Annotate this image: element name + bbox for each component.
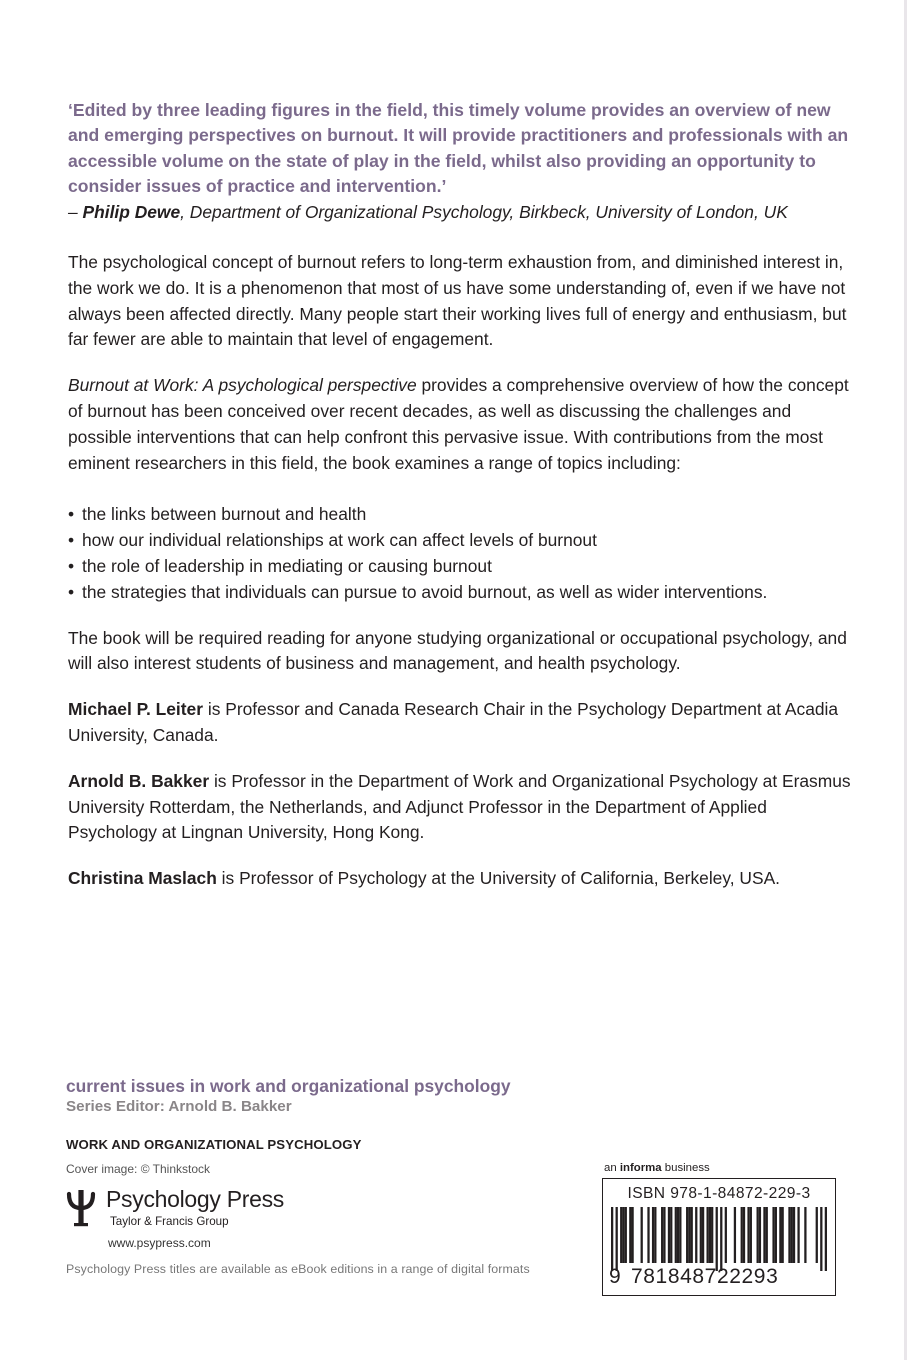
barcode-bar [668,1207,670,1263]
topics-list [68,502,858,605]
barcode-guard-bar [616,1207,618,1271]
description-paragraph-2-text: provides a comprehensive overview of how the concept of burnout has been conceived over recent decades, as well as discussing the challenges and possible interventions that can help confront this pervasive issue. With contributions from the most eminent researchers in this field, the book examines a range of topics including: [68,375,849,473]
cover-image-credit: Cover image: © Thinkstock [66,1162,211,1176]
bullet-icon: • [68,556,75,576]
barcode-guard-bar [611,1207,613,1271]
barcode-bar [816,1207,818,1263]
barcode-bar [629,1207,631,1263]
barcode-digits [609,1265,833,1289]
barcode-bar [797,1207,799,1263]
editor-bio [68,697,858,749]
barcode-bar [654,1207,656,1263]
bullet-icon: • [68,504,75,525]
isbn-barcode [602,1178,836,1296]
barcode-guard-bar [716,1207,718,1271]
barcode-bar [757,1207,759,1263]
barcode-bar [711,1207,713,1263]
description-paragraph-3: The book will be required reading for anyone studying organizational or occupational psychology, and will also interest students of business and management, and health psychology. [68,627,847,674]
barcode-lead-digit: 9 [609,1265,622,1288]
endorser-affiliation: , Department of Organizational Psychology, Birkbeck, University of London, UK [180,201,788,222]
informa-tagline [604,1162,710,1174]
editor-bio-text: is Professor and Canada Research Chair in the Psychology Department at Acadia University, Canada. [68,699,839,745]
barcode-bar [763,1207,765,1263]
barcode-bar [620,1207,622,1263]
barcode-bar [647,1207,649,1263]
list-item [68,580,858,606]
barcode-bar [625,1207,627,1263]
editor-bio [68,769,858,846]
barcode-bar [791,1207,793,1263]
barcode-bar [677,1207,679,1263]
isbn-label: ISBN 978-1-84872-229-3 [627,1185,811,1202]
barcode-bar [734,1207,736,1263]
series-block [66,1075,511,1117]
editor-bio [68,866,858,892]
list-item-text: the strategies that individuals can pursue to avoid burnout, as well as wider interventions. [82,581,768,602]
barcode-bar [725,1207,727,1263]
barcode-bar [766,1207,768,1263]
barcode-bar [772,1207,774,1263]
editor-name: Christina Maslach [68,868,217,889]
informa-suffix: business [661,1162,710,1174]
barcode-bar [700,1207,702,1263]
barcode-bar [741,1207,743,1263]
bullet-icon: • [68,530,75,551]
barcode-guard-bar [720,1207,722,1271]
endorsement-attribution [68,200,858,225]
psi-logo-icon [66,1188,96,1228]
description-paragraph-1: The psychological concept of burnout refers to long-term exhaustion from, and diminished interest in, the work we do. It is a phenomenon that most of us have some understanding of, even if we have not always been affected directly. Many people start their working lives full of energy and enthusiasm, but far fewer are able to maintain that level of engagement. [68,252,847,350]
publisher-name: Psychology Press [106,1186,284,1212]
barcode-bar [743,1207,745,1263]
barcode-bar [779,1207,781,1263]
series-title: current issues in work and organizational psychology [66,1076,511,1096]
barcode-bar [695,1207,697,1263]
barcode-bar [782,1207,784,1263]
barcode-bar [688,1207,690,1263]
barcode-bar [622,1207,624,1263]
publisher-website: www.psypress.com [108,1236,211,1250]
barcode-number: 781848722293 [631,1265,779,1288]
list-item [68,502,858,528]
barcode-bar [702,1207,704,1263]
ebook-note: Psychology Press titles are available as eBook editions in a range of digital formats [66,1262,530,1276]
list-item-text: how our individual relationships at work can affect levels of burnout [82,530,597,551]
editor-bio-text: is Professor of Psychology at the University of California, Berkeley, USA. [216,868,781,889]
list-item [68,554,858,580]
barcode-bar [670,1207,672,1263]
book-title: Burnout at Work: A psychological perspective [68,375,417,396]
barcode-bar [759,1207,761,1263]
series-editor: Series Editor: Arnold B. Bakker [66,1098,292,1115]
barcode-bar [631,1207,633,1263]
informa-brand: informa [619,1162,662,1174]
barcode-bar [691,1207,693,1263]
barcode-bar [747,1207,749,1263]
barcode-bar [652,1207,654,1263]
list-item-text: the links between burnout and health [82,504,367,525]
list-item [68,528,858,554]
barcode-bar [679,1207,681,1263]
description-paragraph-2 [68,373,858,476]
bullet-icon: • [68,581,75,602]
barcode-bar [804,1207,806,1263]
subject-category: WORK AND ORGANIZATIONAL PSYCHOLOGY [66,1137,362,1152]
barcode-bar [706,1207,708,1263]
publisher-group: Taylor & Francis Group [110,1215,229,1228]
back-cover-text [68,98,858,892]
editor-name: Arnold B. Bakker [68,770,210,791]
barcode-bar [675,1207,677,1263]
editor-bio-text: is Professor in the Department of Work and Organizational Psychology at Erasmus University Rotterdam, the Netherlands, and Adjunct Professor in the Department of Applied Psychology at Lingnan University, Hong Kong. [68,770,851,843]
barcode-bar [793,1207,795,1263]
endorsement-quote: ‘Edited by three leading figures in the field, this timely volume provides an overview of new and emerging perspectives on burnout. It will provide practitioners and professionals with an accessible volume on the state of play in the field, whilst also providing an opportunity to consider issues of practice and intervention.’ [68,100,849,197]
attribution-dash: – [68,201,83,222]
barcode-bar [641,1207,643,1263]
barcode-guard-bar [820,1207,822,1271]
barcode-bar [663,1207,665,1263]
editor-name: Michael P. Leiter [68,699,203,720]
barcode-bar [686,1207,688,1263]
barcode-bar [775,1207,777,1263]
endorser-name: Philip Dewe [82,201,181,222]
barcode-bar [709,1207,711,1263]
barcode-bars [611,1207,827,1271]
informa-prefix: an [604,1162,620,1174]
barcode-bar [750,1207,752,1263]
barcode-guard-bar [825,1207,827,1271]
barcode-bar [661,1207,663,1263]
barcode-bar [788,1207,790,1263]
list-item-text: the role of leadership in mediating or causing burnout [82,556,492,576]
